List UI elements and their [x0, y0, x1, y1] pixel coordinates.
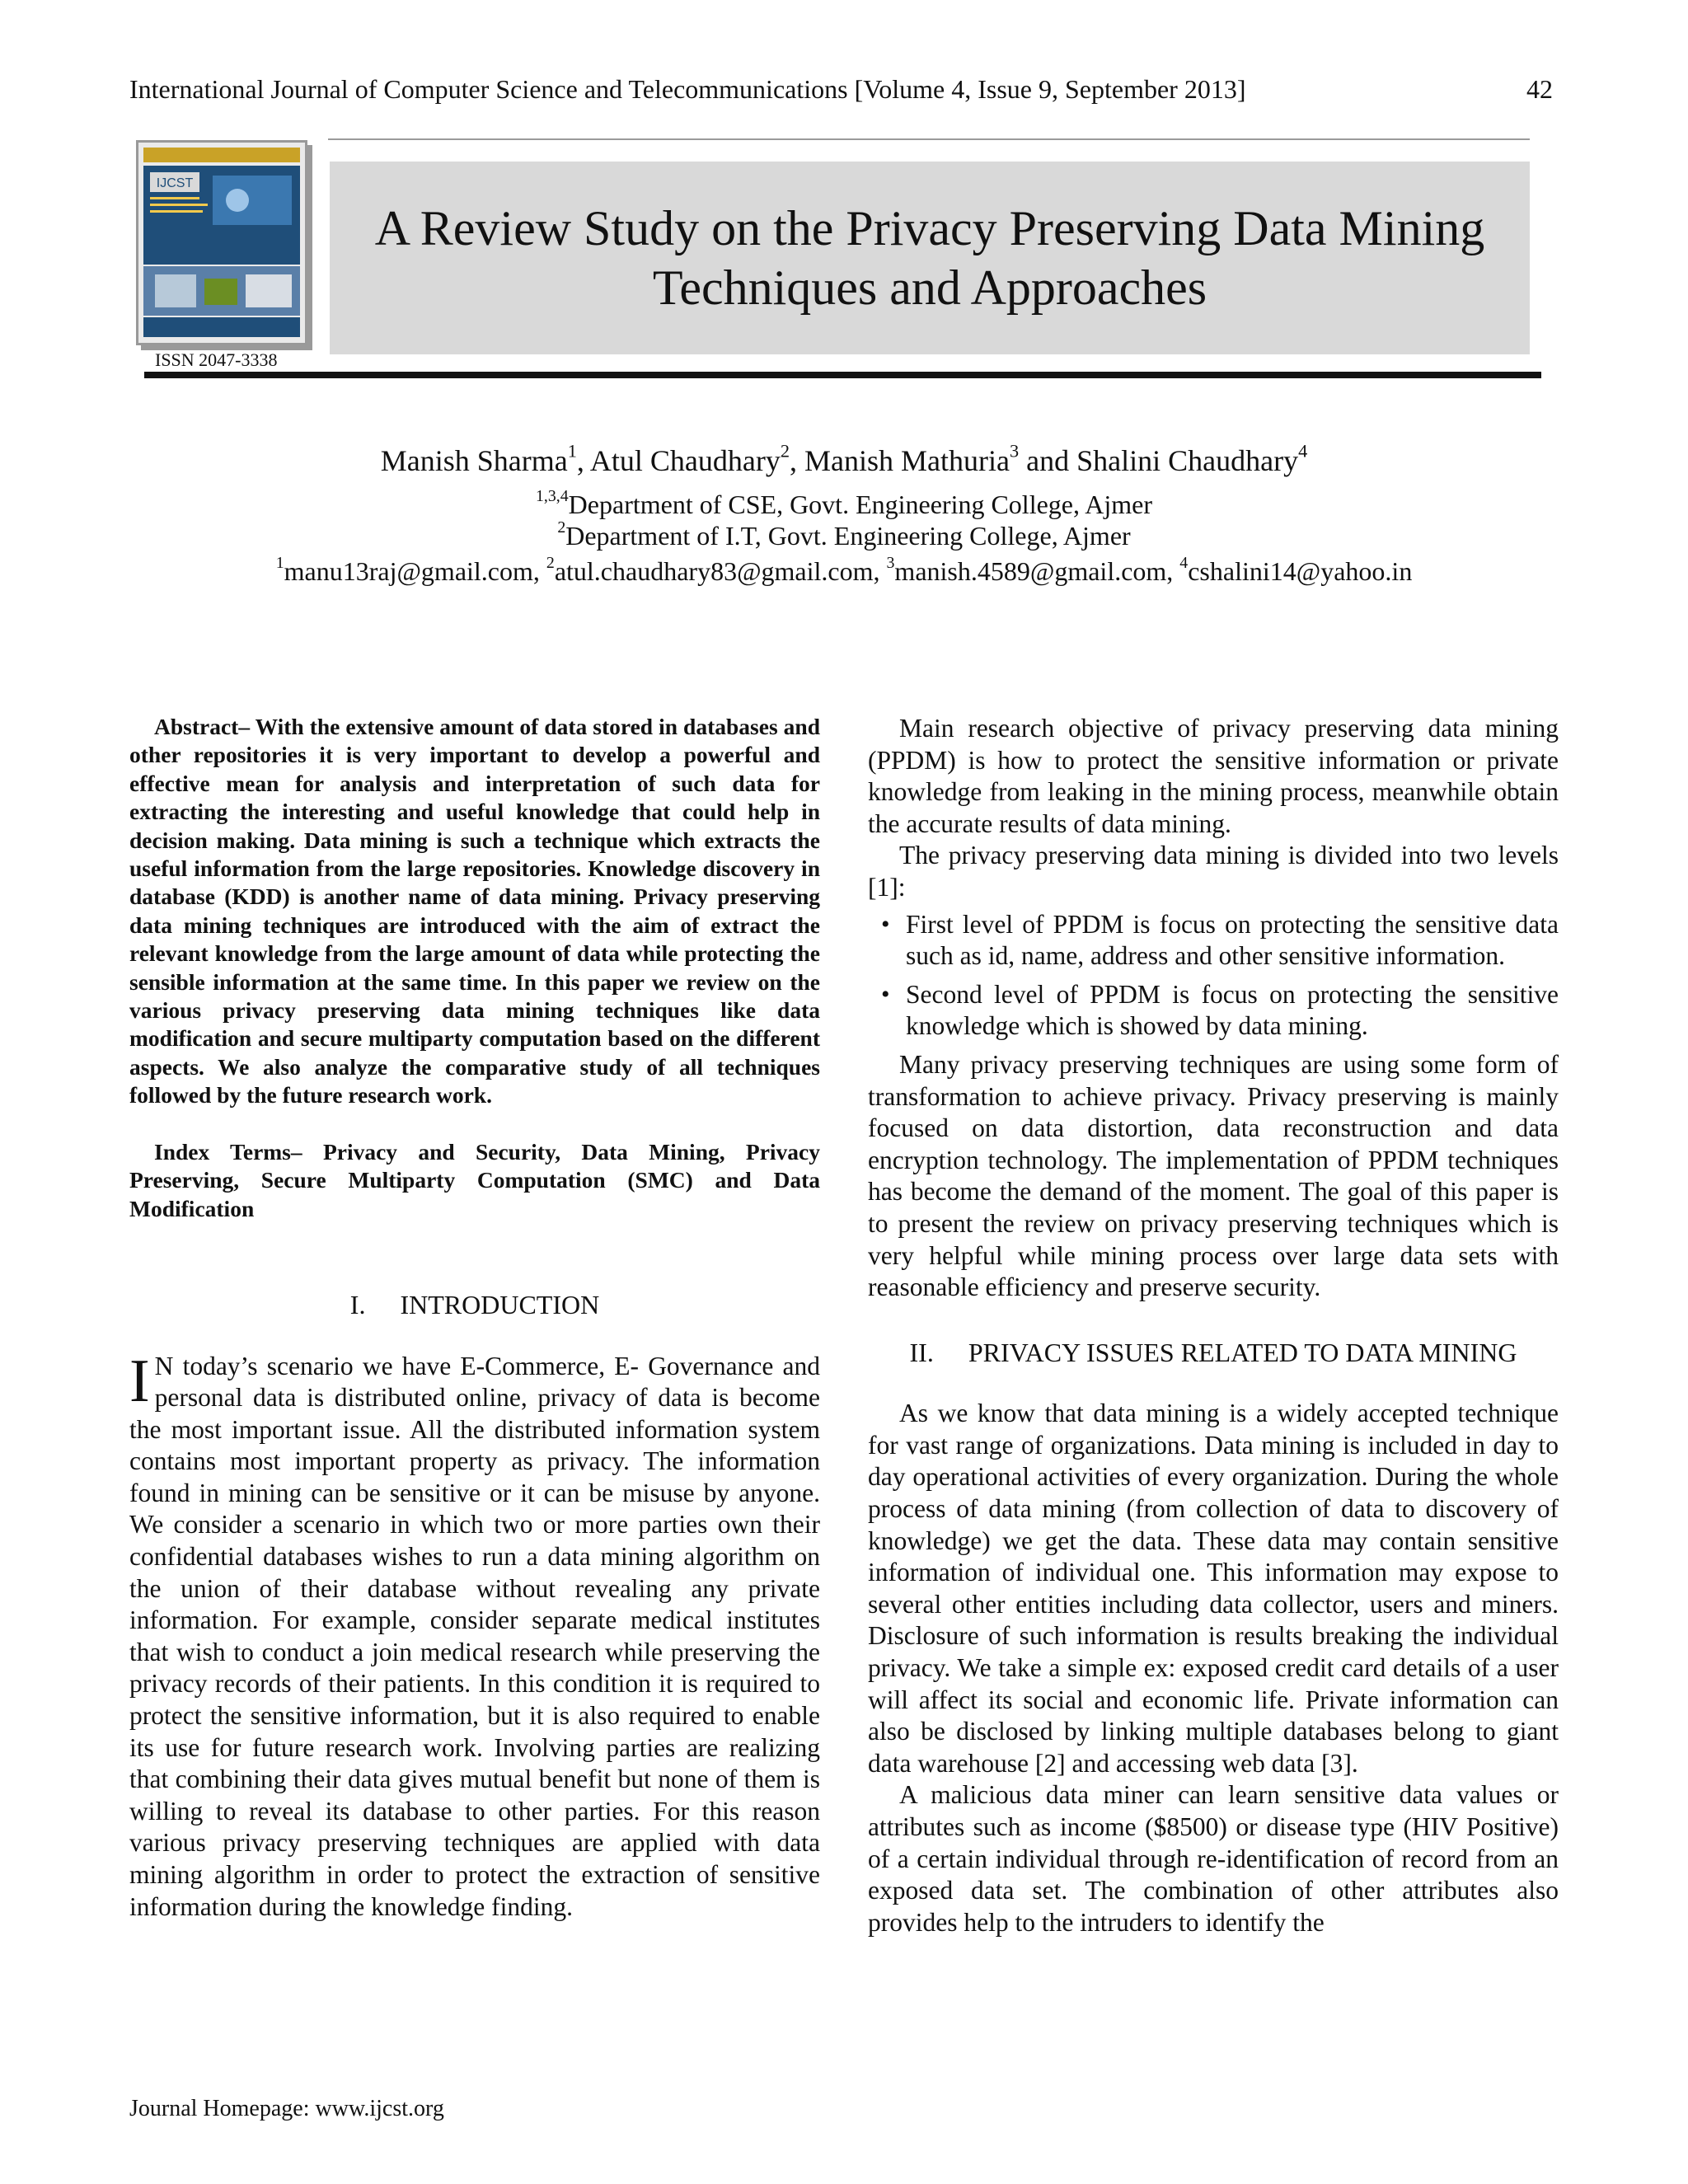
emails-line: $^1$manu13raj@gmail.com, $^2$atul.chaudhary83@gmail.com, $^3$manish.4589@gmail.com, $^4$cshalini14@yahoo.in	[275, 554, 1413, 586]
journal-cover-icon	[138, 143, 305, 343]
email-sup: 4	[1179, 554, 1189, 573]
issn-label: ISSN 2047-3338	[155, 349, 278, 370]
paragraph: Many privacy preserving techniques are using some form of transformation to achieve privacy. Privacy preserving is mainly focused on data distortion, data reconstruction and data encryption technology. The implementation of PPDM techniques has become the demand of the moment. The goal of this paper is to present the review on privacy preserving techniques which is very helpful while mining process over large data sets with reasonable efficiency and preserve security.	[868, 1049, 1559, 1302]
section-title: INTRODUCTION	[400, 1289, 600, 1319]
paragraph: Main research objective of privacy preserving data mining (PPDM) is how to protect the sensitive information or private knowledge from leaking in the mining process, meanwhile obtain the accurate results of data mining.	[868, 714, 1559, 838]
section-number: I.	[349, 1289, 366, 1319]
drop-cap: I	[129, 1347, 150, 1415]
list-item-text: First level of PPDM is focus on protecting the sensitive data such as id, name, address and other sensitive information.	[906, 909, 1559, 971]
affiliation-text: Department of I.T, Govt. Engineering College, Ajmer	[565, 521, 1131, 551]
email-link[interactable]: atul.chaudhary83@gmail.com	[554, 556, 874, 586]
email-sup: 1	[275, 554, 284, 573]
author-name: Atul Chaudhary	[589, 444, 781, 477]
email-sup: 2	[546, 554, 555, 573]
bullet-icon: •	[881, 980, 890, 1008]
title-box	[330, 162, 1530, 354]
title-underline	[144, 372, 1541, 378]
bullet-list	[868, 909, 1559, 1043]
paper-title: A Review Study on the Privacy Preserving Data Mining Techniques and Approaches	[374, 201, 1485, 315]
affiliation-sup: 1,3,4	[536, 487, 569, 506]
email-sup: 3	[886, 554, 895, 573]
authors-line: Manish Sharma$^1$, Atul Chaudhary$^2$, Manish Mathuria$^3$ and Shalini Chaudhary$^4$	[380, 440, 1308, 477]
list-item	[868, 979, 1559, 1043]
affiliation-text: Department of CSE, Govt. Engineering College, Ajmer	[568, 490, 1152, 519]
author-sup: 1	[567, 440, 577, 462]
email-link[interactable]: cshalini14@yahoo.in	[1188, 556, 1413, 586]
journal-header: International Journal of Computer Science and Telecommunications [Volume 4, Issue 9, September 2013]	[129, 74, 1246, 104]
abstract	[129, 713, 820, 1110]
index-terms	[129, 1138, 820, 1223]
journal-cover-image	[136, 140, 307, 345]
author-sup: 2	[780, 440, 790, 462]
header-rule	[328, 138, 1530, 140]
abstract-text: With the extensive amount of data stored in databases and other repositories it is very important to develop a powerful and effective mean for analysis and interpretation of such data for extracting the interesting and useful knowledge that could help in decision making. Data mining is such a technique which extracts the useful information from the large repositories. Knowledge discovery in database (KDD) is another name of data mining. Privacy preserving data mining techniques are introduced with the aim of extract the relevant knowledge from the large amount of data while protecting the sensible information at the same time. In this paper we review on the various privacy preserving data mining techniques like data modification and secure multiparty computation based on the different aspects. We also analyze the comparative study of all techniques followed by the future research work.	[129, 714, 820, 1108]
right-column	[868, 713, 1559, 1938]
affiliation-2	[0, 518, 1688, 551]
paragraph: The privacy preserving data mining is divided into two levels [1]:	[868, 841, 1559, 902]
list-item	[868, 909, 1559, 972]
paragraph: A malicious data miner can learn sensitive data values or attributes such as income ($8500) or disease type (HIV Positive) of a certain individual through re-identification of record from an exposed data set. The combination of other attributes also provides help to the intruders to identify the	[868, 1780, 1559, 1937]
list-item-text: Second level of PPDM is focus on protecting the sensitive knowledge which is showed by data mining.	[906, 979, 1559, 1041]
footer: Journal Homepage: www.ijcst.org	[129, 2096, 444, 2121]
email-link[interactable]: manu13raj@gmail.com	[284, 556, 533, 586]
index-terms-text: Privacy and Security, Data Mining, Privacy Preserving, Secure Multiparty Computation (SMC) and Data Modification	[129, 1138, 821, 1221]
section-title: PRIVACY ISSUES RELATED TO DATA MINING	[968, 1337, 1517, 1367]
abstract-label: Abstract–	[154, 714, 251, 739]
page-number: 42	[1526, 74, 1553, 104]
intro-paragraph	[129, 1347, 820, 1924]
author-name: Shalini Chaudhary	[1076, 444, 1299, 477]
section-1-heading	[129, 1289, 820, 1321]
author-sup: 4	[1298, 440, 1308, 462]
left-column	[129, 713, 820, 1923]
author-name: Manish Mathuria	[804, 444, 1010, 477]
section-number: II.	[909, 1337, 934, 1367]
author-sup: 3	[1009, 440, 1020, 462]
section-2-heading	[868, 1337, 1559, 1369]
author-name: Manish Sharma	[380, 444, 568, 477]
affiliation-1	[0, 487, 1688, 520]
paragraph: As we know that data mining is a widely accepted technique for vast range of organizations. Data mining is included in day to day operational activities of every organization. During the whole process of data mining (from collection of data to discovery of knowledge) we get the data. These data may contain sensitive information of individual one. This information may expose to several other entities including data collector, users and miners. Disclosure of such information is results breaking the individual privacy. We take a simple ex: exposed credit card details of a user will affect its social and economic life. Private information can also be disclosed by linking multiple databases belong to giant data warehouse [2] and accessing web data [3].	[868, 1399, 1559, 1778]
intro-text: N today’s scenario we have E-Commerce, E- Governance and personal data is distributed online, privacy of data is become the most important issue. All the distributed information system contains most important property as privacy. The information found in mining can be sensitive or it can be misuse by anyone. We consider a scenario in which two or more parties own their confidential databases wishes to run a data mining algorithm on the union of their database without revealing any private information. For example, consider separate medical institutes that wish to conduct a join medical research while preserving the privacy records of their patients. In this condition it is required to protect the sensitive information, but it is also required to enable its use for future research work. Involving parties are realizing that combining their data gives mutual benefit but none of them is willing to reveal its database to other parties. For this reason various privacy preserving techniques are applied with data mining algorithm in order to protect the extraction of sensitive information during the knowledge finding.	[129, 1351, 820, 1921]
email-link[interactable]: manish.4589@gmail.com	[894, 556, 1167, 586]
index-terms-label: Index Terms–	[154, 1138, 302, 1165]
author-conjunction: and	[1019, 444, 1077, 477]
bullet-icon: •	[881, 910, 890, 938]
affiliation-sup: 2	[557, 518, 566, 537]
cover-label: IJCST	[156, 176, 194, 190]
